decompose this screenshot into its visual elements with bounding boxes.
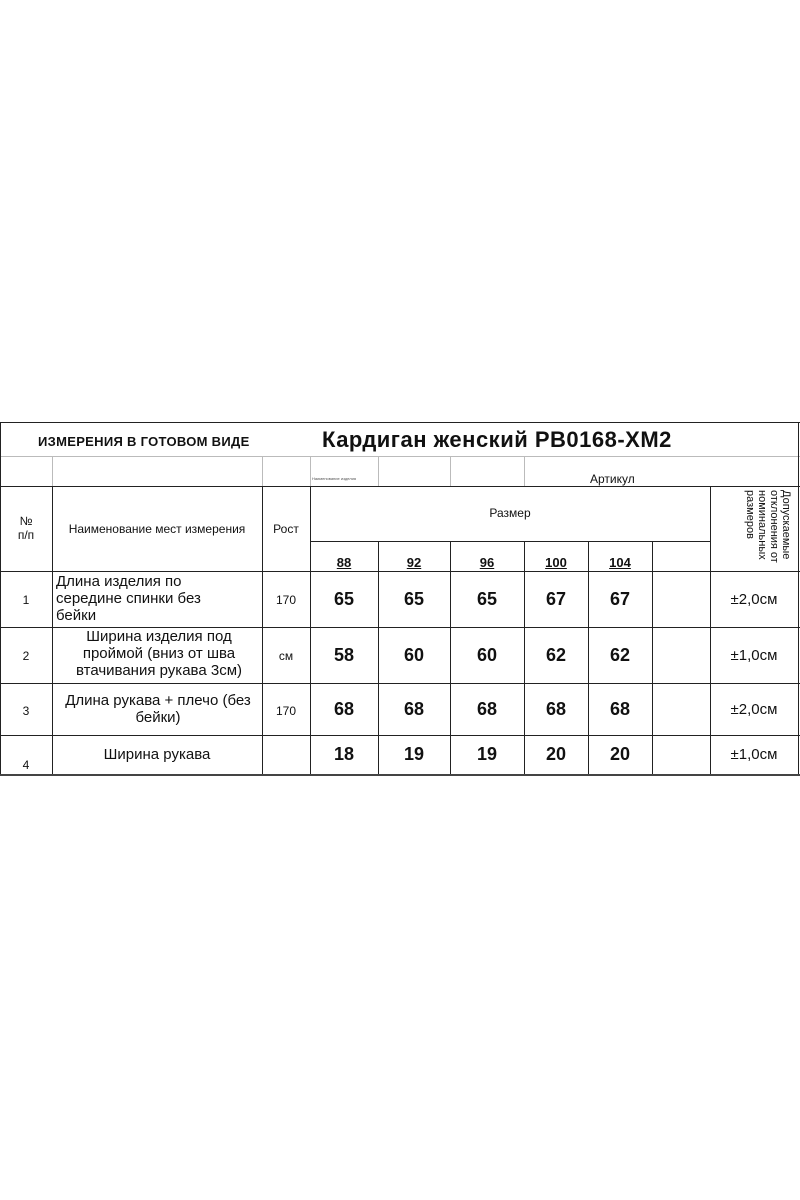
col-size-header: Размер — [489, 506, 531, 520]
size-header: 96 — [479, 555, 495, 570]
measurement-name: Длина рукава + плечо (без бейки) — [65, 692, 251, 726]
grid-line — [0, 486, 800, 487]
grid-line — [798, 422, 799, 774]
tiny-note: Наименование изделия — [312, 476, 356, 481]
value-cell: 65 — [333, 589, 355, 609]
row-number: 1 — [22, 593, 30, 607]
value-cell: 60 — [476, 645, 498, 665]
grid-line — [450, 456, 451, 486]
grid-line — [52, 456, 53, 486]
measurement-table — [0, 422, 800, 774]
value-cell: 20 — [609, 744, 631, 764]
value-cell: 58 — [333, 645, 355, 665]
row-number: 4 — [22, 758, 30, 772]
size-header: 104 — [609, 555, 631, 570]
grid-line — [262, 456, 263, 486]
value-cell: 19 — [403, 744, 425, 764]
tolerance-cell: ±2,0см — [730, 591, 778, 608]
col-height-header: Рост — [273, 522, 299, 536]
size-header: 100 — [545, 555, 567, 570]
row-height: 170 — [275, 593, 297, 607]
value-cell: 68 — [333, 699, 355, 719]
size-header: 92 — [406, 555, 422, 570]
value-cell: 60 — [403, 645, 425, 665]
value-cell: 62 — [609, 645, 631, 665]
col-tolerance-header: Допускаемые отклонения от номинальных размеров — [744, 490, 792, 563]
value-cell: 67 — [545, 589, 567, 609]
row-height: 170 — [275, 704, 297, 718]
grid-line — [710, 486, 711, 774]
row-number: 2 — [22, 649, 30, 663]
grid-line — [0, 683, 800, 684]
value-cell: 20 — [545, 744, 567, 764]
value-cell: 68 — [476, 699, 498, 719]
article-label: Артикул — [590, 472, 635, 486]
measurement-name: Ширина изделия под проймой (вниз от шва втачивания рукава 3см) — [75, 628, 242, 679]
row-number: 3 — [22, 704, 30, 718]
value-cell: 18 — [333, 744, 355, 764]
col-name-header: Наименование мест измерения — [68, 522, 246, 536]
row-height: см — [278, 649, 294, 663]
measurement-name: Длина изделия по середине спинки без бейки — [56, 573, 201, 624]
sheet-caption: ИЗМЕРЕНИЯ В ГОТОВОМ ВИДЕ — [38, 434, 250, 449]
value-cell: 65 — [476, 589, 498, 609]
value-cell: 65 — [403, 589, 425, 609]
grid-line — [0, 735, 800, 736]
value-cell: 19 — [476, 744, 498, 764]
grid-line — [310, 486, 311, 774]
grid-line — [0, 456, 800, 457]
grid-line — [310, 541, 710, 542]
grid-line — [0, 571, 800, 572]
value-cell: 68 — [609, 699, 631, 719]
tolerance-cell: ±1,0см — [730, 746, 778, 763]
grid-line — [524, 456, 525, 486]
measurement-name: Ширина рукава — [103, 746, 211, 763]
value-cell: 68 — [545, 699, 567, 719]
grid-line — [378, 456, 379, 486]
value-cell: 62 — [545, 645, 567, 665]
grid-line — [0, 422, 800, 423]
product-title: Кардиган женский РВ0168-ХМ2 — [322, 427, 672, 452]
grid-line — [310, 456, 311, 486]
value-cell: 68 — [403, 699, 425, 719]
size-header: 88 — [336, 555, 352, 570]
grid-line — [652, 541, 653, 774]
col-number-header: № п/п — [17, 514, 35, 542]
cut-edge — [0, 774, 800, 776]
tolerance-cell: ±2,0см — [730, 701, 778, 718]
tolerance-cell: ±1,0см — [730, 647, 778, 664]
value-cell: 67 — [609, 589, 631, 609]
